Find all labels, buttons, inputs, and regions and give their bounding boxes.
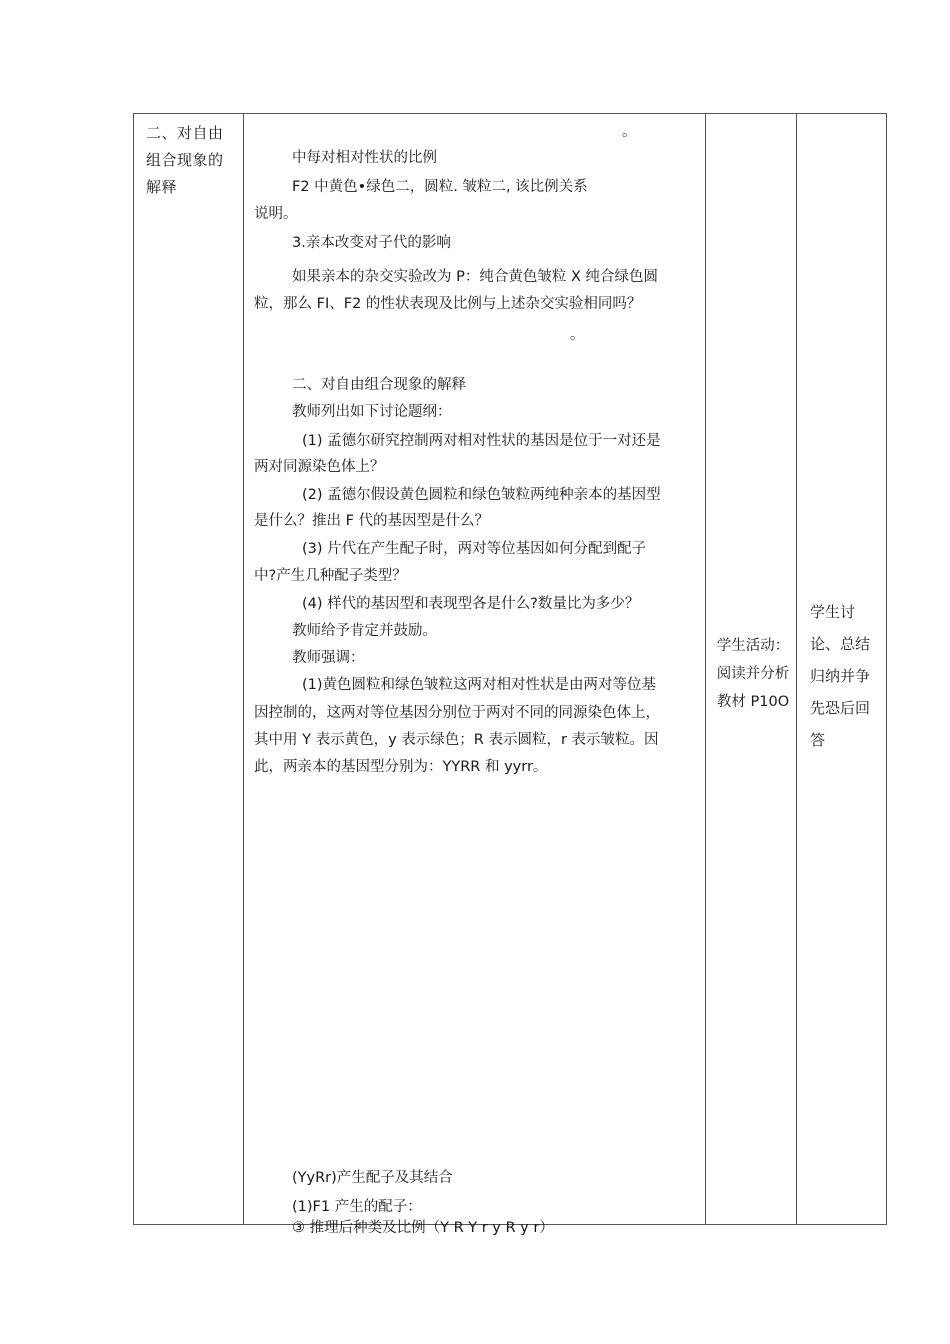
student-response-cell (810, 596, 882, 756)
column-divider-3 (796, 114, 797, 1224)
student-response-line: 学生讨 (810, 603, 856, 621)
content-line: 中?产生几种配子类型？ (254, 568, 407, 584)
content-line: (2) 孟德尔假设黄色圆粒和绿色皱粒两纯种亲本的基因型 (302, 487, 661, 503)
section-title-line: 解释 (146, 178, 178, 196)
section-title-line: 组合现象的 (146, 151, 224, 169)
content-line: 二、对自由组合现象的解释 (292, 377, 466, 393)
content-line: 是什么？推出 F 代的基因型是什么？ (254, 513, 490, 529)
content-line: F2 中黄色•绿色二，圆粒. 皱粒二, 该比例关系 (292, 179, 588, 195)
student-activity-line: 教材 P10O (716, 694, 790, 710)
content-line: 教师给予肯定并鼓励。 (292, 623, 437, 639)
content-line: 如果亲本的杂交实验改为 P：纯合黄色皱粒 X 纯合绿色圆 (292, 269, 659, 285)
lesson-table (133, 113, 887, 1236)
student-response-line: 先恐后回 (810, 699, 871, 717)
column-divider-1 (243, 114, 244, 1224)
content-line: 。 (570, 327, 585, 343)
content-line-clipped: ③ 推理后种类及比例（Y R Y r y R y r） (292, 1220, 554, 1236)
content-line: 。 (622, 124, 637, 140)
content-line: 粒，那么 FI、F2 的性状表现及比例与上述杂交实验相同吗？ (254, 296, 642, 312)
content-line: (1)F1 产生的配子： (292, 1199, 422, 1215)
content-line: 因控制的，这两对等位基因分别位于两对不同的同源染色体上， (254, 705, 660, 721)
content-line: 此，两亲本的基因型分别为：YYRR 和 yyrr。 (254, 759, 548, 775)
content-line: 其中用 Y 表示黄色，y 表示绿色；R 表示圆粒，r 表示皱粒。因 (254, 732, 659, 748)
student-response-line: 答 (810, 731, 826, 749)
content-line: (1) 孟德尔研究控制两对相对性状的基因是位于一对还是 (302, 433, 661, 449)
teaching-content-cell (252, 114, 706, 1236)
content-line: (1)黄色圆粒和绿色皱粒这两对相对性状是由两对等位基 (302, 677, 657, 693)
content-line: (YyRr)产生配子及其结合 (292, 1170, 453, 1186)
content-line: (4) 样代的基因型和表现型各是什么?数量比为多少？ (302, 596, 640, 612)
content-line: 教师强调： (292, 650, 365, 666)
content-line: 两对同源染色体上？ (254, 459, 385, 475)
content-line: 3.亲本改变对子代的影响 (292, 235, 451, 251)
student-activity-cell (712, 632, 794, 716)
student-activity-line: 阅读并分析 (716, 666, 790, 682)
student-response-line: 归纳并争 (810, 667, 871, 685)
content-line: 说明。 (254, 206, 298, 222)
section-title-line: 二、对自由 (146, 124, 224, 142)
section-title-cell (146, 120, 238, 201)
student-response-line: 论、总结 (810, 635, 871, 653)
content-line: 中每对相对性状的比例 (292, 150, 437, 166)
content-line: (3) 片代在产生配子时，两对等位基因如何分配到配子 (302, 541, 647, 557)
student-activity-line: 学生活动： (716, 638, 790, 654)
content-line: 教师列出如下讨论题纲： (292, 404, 452, 420)
